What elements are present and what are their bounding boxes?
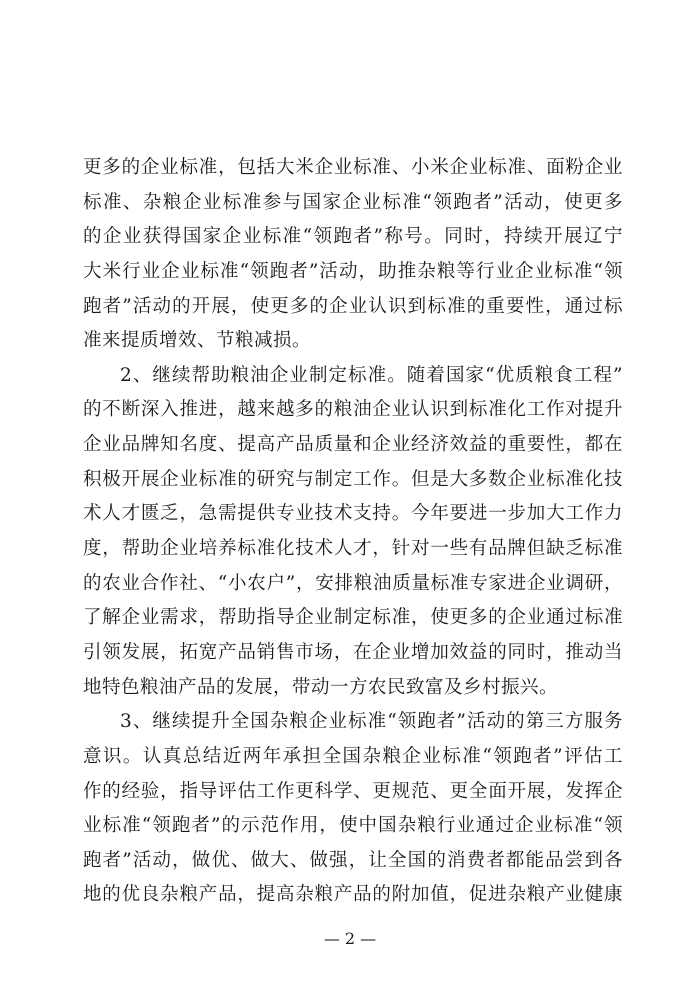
text-line: 地的优良杂粮产品，提高杂粮产品的附加值，促进杂粮产业健康	[83, 884, 623, 906]
text-line: 积极开展企业标准的研究与制定工作。但是大多数企业标准化技	[83, 468, 623, 490]
text-line: 地特色粮油产品的发展，带动一方农民致富及乡村振兴。	[83, 676, 559, 698]
text-line: 标准、杂粮企业标准参与国家企业标准“领跑者”活动，使更多	[83, 191, 623, 213]
text-line: 跑者”活动，做优、做大、做强，让全国的消费者都能品尝到各	[83, 849, 623, 871]
text-line: 意识。认真总结近两年承担全国杂粮企业标准“领跑者”评估工	[83, 745, 623, 767]
text-line: 度，帮助企业培养标准化技术人才，针对一些有品牌但缺乏标准	[83, 538, 623, 560]
text-line: 2、继续帮助粮油企业制定标准。随着国家“优质粮食工程”	[120, 364, 623, 386]
text-line: 了解企业需求，帮助指导企业制定标准，使更多的企业通过标准	[83, 607, 623, 629]
text-line: 的农业合作社、“小农户”，安排粮油质量标准专家进企业调研，	[83, 572, 623, 594]
page-number: — 2 —	[323, 929, 377, 948]
text-line: 术人才匮乏，急需提供专业技术支持。今年要进一步加大工作力	[83, 503, 623, 525]
text-line: 的企业获得国家企业标准“领跑者”称号。同时，持续开展辽宁	[83, 226, 623, 248]
text-line: 跑者”活动的开展，使更多的企业认识到标准的重要性，通过标	[83, 295, 623, 317]
text-line: 准来提质增效、节粮减损。	[83, 330, 312, 352]
text-line: 企业品牌知名度、提高产品质量和企业经济效益的重要性，都在	[83, 434, 623, 456]
text-line: 引领发展，拓宽产品销售市场，在企业增加效益的同时，推动当	[83, 641, 623, 663]
text-line: 大米行业企业标准“领跑者”活动，助推杂粮等行业企业标准“领	[83, 260, 623, 282]
text-line: 作的经验，指导评估工作更科学、更规范、更全面开展，发挥企	[83, 780, 623, 802]
text-line: 的不断深入推进，越来越多的粮油企业认识到标准化工作对提升	[83, 399, 623, 421]
text-line: 3、继续提升全国杂粮企业标准“领跑者”活动的第三方服务	[120, 711, 623, 733]
text-line: 更多的企业标准，包括大米企业标准、小米企业标准、面粉企业	[83, 157, 623, 178]
text-line: 业标准“领跑者”的示范作用，使中国杂粮行业通过企业标准“领	[83, 815, 623, 837]
body-text	[83, 151, 623, 913]
